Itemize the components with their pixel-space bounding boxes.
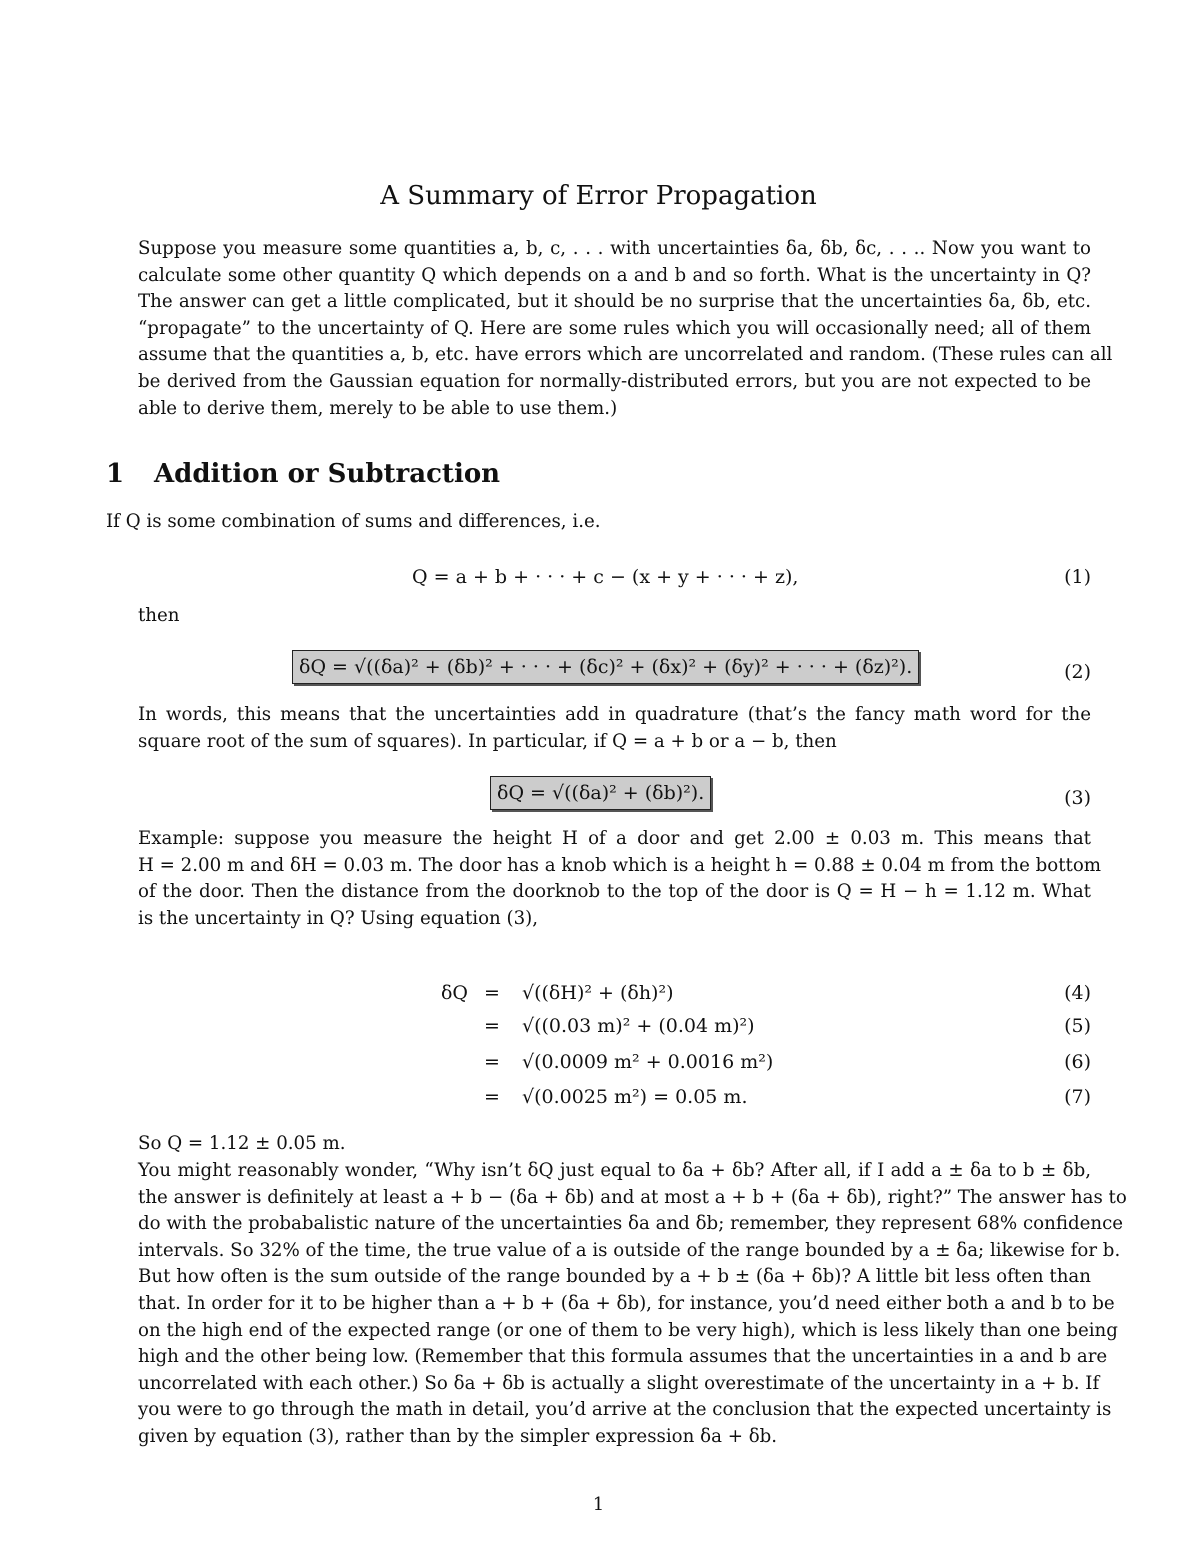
example-paragraph — [106, 826, 1102, 932]
then-text: then — [138, 605, 180, 626]
intro-paragraph — [106, 236, 1113, 422]
equation-relation: = — [484, 1086, 500, 1108]
so-text: So Q = 1.12 ± 0.05 m. — [138, 1133, 346, 1154]
section-lead-text: If Q is some combination of sums and differences, i.e. — [106, 511, 601, 532]
discussion-line: uncorrelated with each other.) So δa + δb is actually a slight overestimate of the uncertainty in a + b. If — [138, 1372, 1100, 1394]
equation-3-box: δQ = √((δa)² + (δb)²). — [490, 776, 711, 810]
equation-relation: = — [484, 1051, 500, 1073]
intro-line: be derived from the Gaussian equation for normally-distributed errors, but you are not expected to be — [138, 370, 1091, 392]
equation-relation: = — [484, 1015, 500, 1037]
then-paragraph — [106, 603, 1091, 630]
intro-line: calculate some other quantity Q which depends on a and b and so forth. What is the uncertainty in Q? — [138, 264, 1091, 286]
discussion-line: on the high end of the expected range (or one of them to be very high), which is less likely than one being — [138, 1319, 1118, 1341]
section-title: Addition or Subtraction — [154, 459, 501, 489]
intro-line: able to derive them, merely to be able to use them.) — [138, 397, 618, 419]
equation-number-7: (7) — [1064, 1086, 1091, 1108]
discussion-line: But how often is the sum outside of the range bounded by a + b ± (δa + δb)? A little bit less often than — [138, 1266, 1091, 1288]
equation-4-rhs: √((δH)² + (δh)²) — [522, 982, 674, 1004]
equation-2-box: δQ = √((δa)² + (δb)² + · · · + (δc)² + (δx)² + (δy)² + · · · + (δz)²). — [292, 650, 919, 684]
equation-number-5: (5) — [1064, 1015, 1091, 1037]
example-line: is the uncertainty in Q? Using equation (3), — [138, 907, 539, 929]
discussion-line: given by equation (3), rather than by the simpler expression δa + δb. — [138, 1425, 778, 1447]
words-line: square root of the sum of squares). In particular, if Q = a + b or a − b, then — [138, 730, 837, 752]
discussion-line: that. In order for it to be higher than a + b + (δa + δb), for instance, you’d need either both a and b to be — [138, 1292, 1115, 1314]
discussion-line: you were to go through the math in detail, you’d arrive at the conclusion that the expected uncertainty is — [138, 1399, 1112, 1421]
discussion-line: the answer is definitely at least a + b − (δa + δb) and at most a + b + (δa + δb), right?” The answer has to — [138, 1186, 1127, 1208]
discussion-paragraph — [106, 1158, 1127, 1451]
example-line: Example: suppose you measure the height H of a door and get 2.00 ± 0.03 m. This means that — [138, 828, 1091, 849]
equation-7-rhs: √(0.0025 m²) = 0.05 m. — [522, 1086, 748, 1108]
equation-number-1: (1) — [1064, 566, 1091, 588]
intro-line: assume that the quantities a, b, etc. have errors which are uncorrelated and random. (These rules can all — [138, 344, 1113, 366]
equation-6-rhs: √(0.0009 m² + 0.0016 m²) — [522, 1051, 774, 1073]
so-paragraph — [106, 1131, 1091, 1158]
equation-number-6: (6) — [1064, 1051, 1091, 1073]
words-paragraph — [106, 702, 1091, 755]
discussion-line: You might reasonably wonder, “Why isn’t δQ just equal to δa + δb? After all, if I add a ± δa to b ± δb, — [138, 1160, 1091, 1181]
example-line: of the door. Then the distance from the doorknob to the top of the door is Q = H − h = 1.12 m. What — [138, 881, 1091, 903]
section-heading — [106, 456, 500, 492]
equation-5-rhs: √((0.03 m)² + (0.04 m)²) — [522, 1015, 755, 1037]
page-number: 1 — [592, 1494, 605, 1515]
intro-line: The answer can get a little complicated, but it should be no surprise that the uncertainties δa, δb, etc. — [138, 291, 1091, 313]
equation-number-4: (4) — [1064, 982, 1091, 1004]
equation-lhs: δQ — [440, 982, 468, 1004]
aligned-equations — [106, 979, 1091, 1119]
example-line: H = 2.00 m and δH = 0.03 m. The door has a knob which is a height h = 0.88 ± 0.04 m from the bottom — [138, 854, 1102, 876]
page-title: A Summary of Error Propagation — [380, 181, 817, 211]
words-line: In words, this means that the uncertainties add in quadrature (that’s the fancy math word for the — [138, 704, 1091, 725]
equation-number-2: (2) — [1064, 661, 1091, 683]
equation-relation: = — [484, 982, 500, 1004]
discussion-line: high and the other being low. (Remember that this formula assumes that the uncertainties in a and b are — [138, 1346, 1108, 1368]
equation-number-3: (3) — [1064, 787, 1091, 809]
discussion-line: do with the probabalistic nature of the uncertainties δa and δb; remember, they represent 68% confidence — [138, 1213, 1124, 1235]
intro-line: Suppose you measure some quantities a, b, c, . . . with uncertainties δa, δb, δc, . . .. Now you want to — [138, 238, 1091, 259]
discussion-line: intervals. So 32% of the time, the true value of a is outside of the range bounded by a ± δa; likewise for b. — [138, 1239, 1121, 1261]
section-number: 1 — [106, 459, 125, 489]
intro-line: “propagate” to the uncertainty of Q. Here are some rules which you will occasionally need; all of them — [138, 317, 1091, 339]
section-lead — [106, 509, 1091, 536]
document-page — [106, 0, 1127, 1553]
equation-1: Q = a + b + · · · + c − (x + y + · · · + z), — [412, 566, 799, 588]
